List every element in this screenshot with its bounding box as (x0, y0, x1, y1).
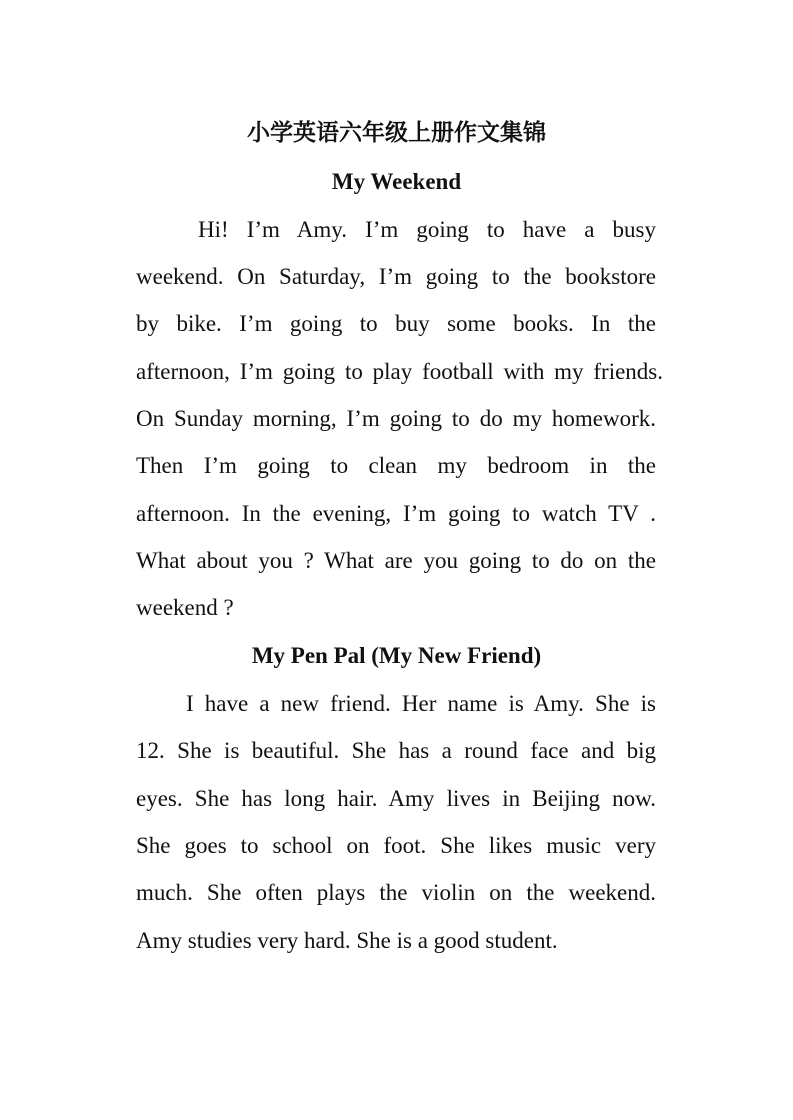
essay-1-line-4: afternoon, I’m going to play football with my friends. (136, 359, 663, 384)
essay-1-line-5: On Sunday morning, I’m going to do my homework. (136, 406, 656, 431)
essay-1-line-3: by bike. I’m going to buy some books. In the (136, 311, 656, 336)
essay-2-line-5: much. She often plays the violin on the weekend. (136, 880, 656, 905)
essay-2-line-4: She goes to school on foot. She likes music very (136, 833, 656, 858)
essay-1-line-9: weekend ? (136, 595, 234, 620)
essay-1-line-2: weekend. On Saturday, I’m going to the bookstore (136, 264, 656, 289)
essay-2-line-1: I have a new friend. Her name is Amy. She is (186, 691, 656, 716)
essay-title-my-pen-pal: My Pen Pal (My New Friend) (251, 643, 542, 668)
essay-title-my-weekend: My Weekend (331, 169, 462, 194)
essay-2-line-2: 12. She is beautiful. She has a round face and big (136, 738, 656, 763)
essay-1-line-1: Hi! I’m Amy. I’m going to have a busy (198, 217, 656, 242)
essay-1-line-7: afternoon. In the evening, I’m going to watch TV . (136, 501, 656, 526)
essay-2-line-3: eyes. She has long hair. Amy lives in Beijing now. (136, 786, 656, 811)
essay-1-line-6: Then I’m going to clean my bedroom in the (136, 453, 656, 478)
essay-1-line-8: What about you ? What are you going to do on the (136, 548, 656, 573)
essay-2-line-6: Amy studies very hard. She is a good student. (136, 928, 558, 953)
document-title: 小学英语六年级上册作文集锦 (247, 119, 546, 146)
